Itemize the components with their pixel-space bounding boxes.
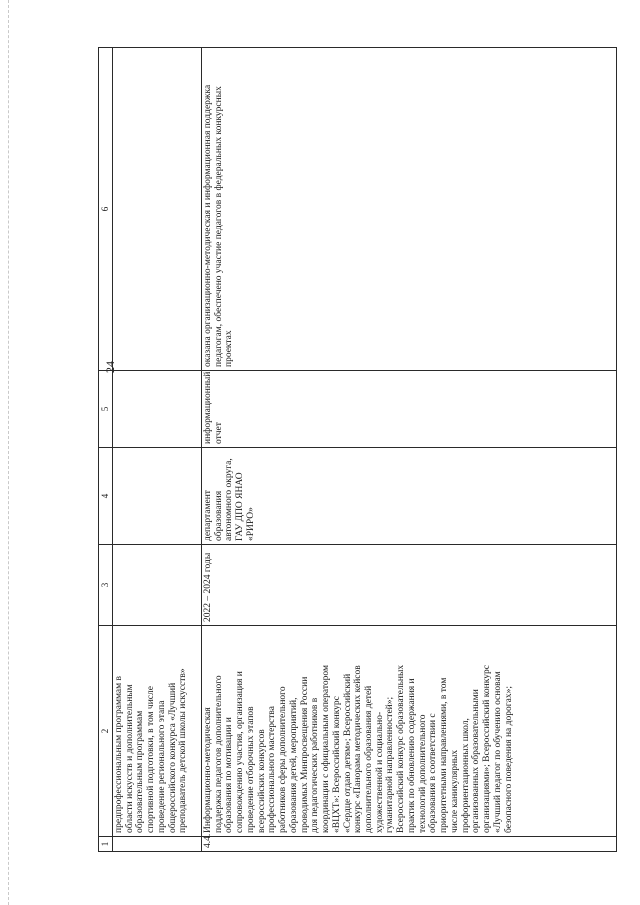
executors-cell [113,448,202,545]
event-line: Информационно-методическая [203,707,213,833]
event-line: области искусств и дополнительным [124,684,135,833]
executors-cell: департамент образования автономного округа, ГАУ ДПО ЯНАО «РИРО» [202,448,617,545]
event-line: для педагогических работников в [310,697,321,833]
event-cell [113,626,202,837]
event-line: Всероссийский конкурс образовательных [396,664,407,833]
event-line: гуманитарной направленностей»; [385,696,396,833]
event-cell [202,626,617,837]
event-line: художественной и социально- [374,711,385,833]
event-line: числе каникулярных [449,749,460,833]
event-line: организациями»; Всероссийский конкурс [482,665,493,833]
event-line: профориентационных школ, [460,718,471,833]
event-line: проведение регионального этапа [156,700,167,833]
event-line: профессионального мастерства [267,706,278,833]
plan-table [98,47,617,852]
column-header-2: 2 [99,626,113,837]
event-line: преподаватель детской школы искусств» [178,668,189,833]
column-header-5: 5 [99,371,113,448]
event-line: всероссийских конкурсов [256,729,267,833]
column-header-4: 4 [99,448,113,545]
event-line: конкурс «Панорама методических кейсов [353,665,364,833]
event-line: практик по обновлению содержания и [406,678,417,833]
event-line: проводимых Минпросвещения России [299,676,310,833]
effect-cell: оказана организационно-методическая и информационная поддержка педагогам, обеспечено участие педагогов в федеральных конкурсных проектах [202,48,617,371]
row-number-cell: 4.4. [202,837,617,852]
page-edge-line [8,0,10,905]
result-cell: информационный отчет [202,371,617,448]
event-line: технологий дополнительного [417,714,428,833]
event-line: координации с официальным оператором [321,665,332,833]
event-line: дополнительного образования детей [364,685,375,833]
event-line: работников сферы дополнительного [278,686,289,833]
event-line: спортивной подготовки, в том числе [146,686,157,833]
page-number: 24 [103,361,117,373]
event-line: образования по мотивации и [224,717,235,833]
event-line: организованных образовательными [471,689,482,833]
period-cell [113,545,202,626]
event-line: проведение отборочных этапов [245,706,256,833]
effect-cell [113,48,202,371]
rotated-table-container [98,49,617,852]
table-row [202,48,617,852]
event-line: общероссийского конкурса «Лучший [167,682,178,833]
event-line: приоритетными направлениями, в том [439,677,450,833]
event-line: «Сердце отдаю детям»; Всероссийский [342,673,353,833]
event-line: сопровождению участия, организация и [235,671,246,833]
period-cell: 2022 – 2024 годы [202,545,617,626]
event-line: образовательным программам [135,710,146,833]
event-line: безопасного поведения на дорогах»; [503,686,514,833]
column-header-3: 3 [99,545,113,626]
event-line: предпрофессиональным программам в [114,675,124,833]
table-row [113,48,202,852]
event-line: образования в соответствии с [428,713,439,833]
column-header-6: 6 [99,48,113,371]
event-line: «Лучший педагог по обучению основам [492,671,503,833]
event-line: «ВЦХТ»: Всероссийский конкурс [331,696,342,833]
row-number-cell [113,837,202,852]
column-header-1: 1 [99,837,113,852]
result-cell [113,371,202,448]
column-number-row [99,48,113,852]
event-line: поддержка педагогов дополнительного [213,675,224,833]
event-line: образования детей, мероприятий, [288,697,299,833]
